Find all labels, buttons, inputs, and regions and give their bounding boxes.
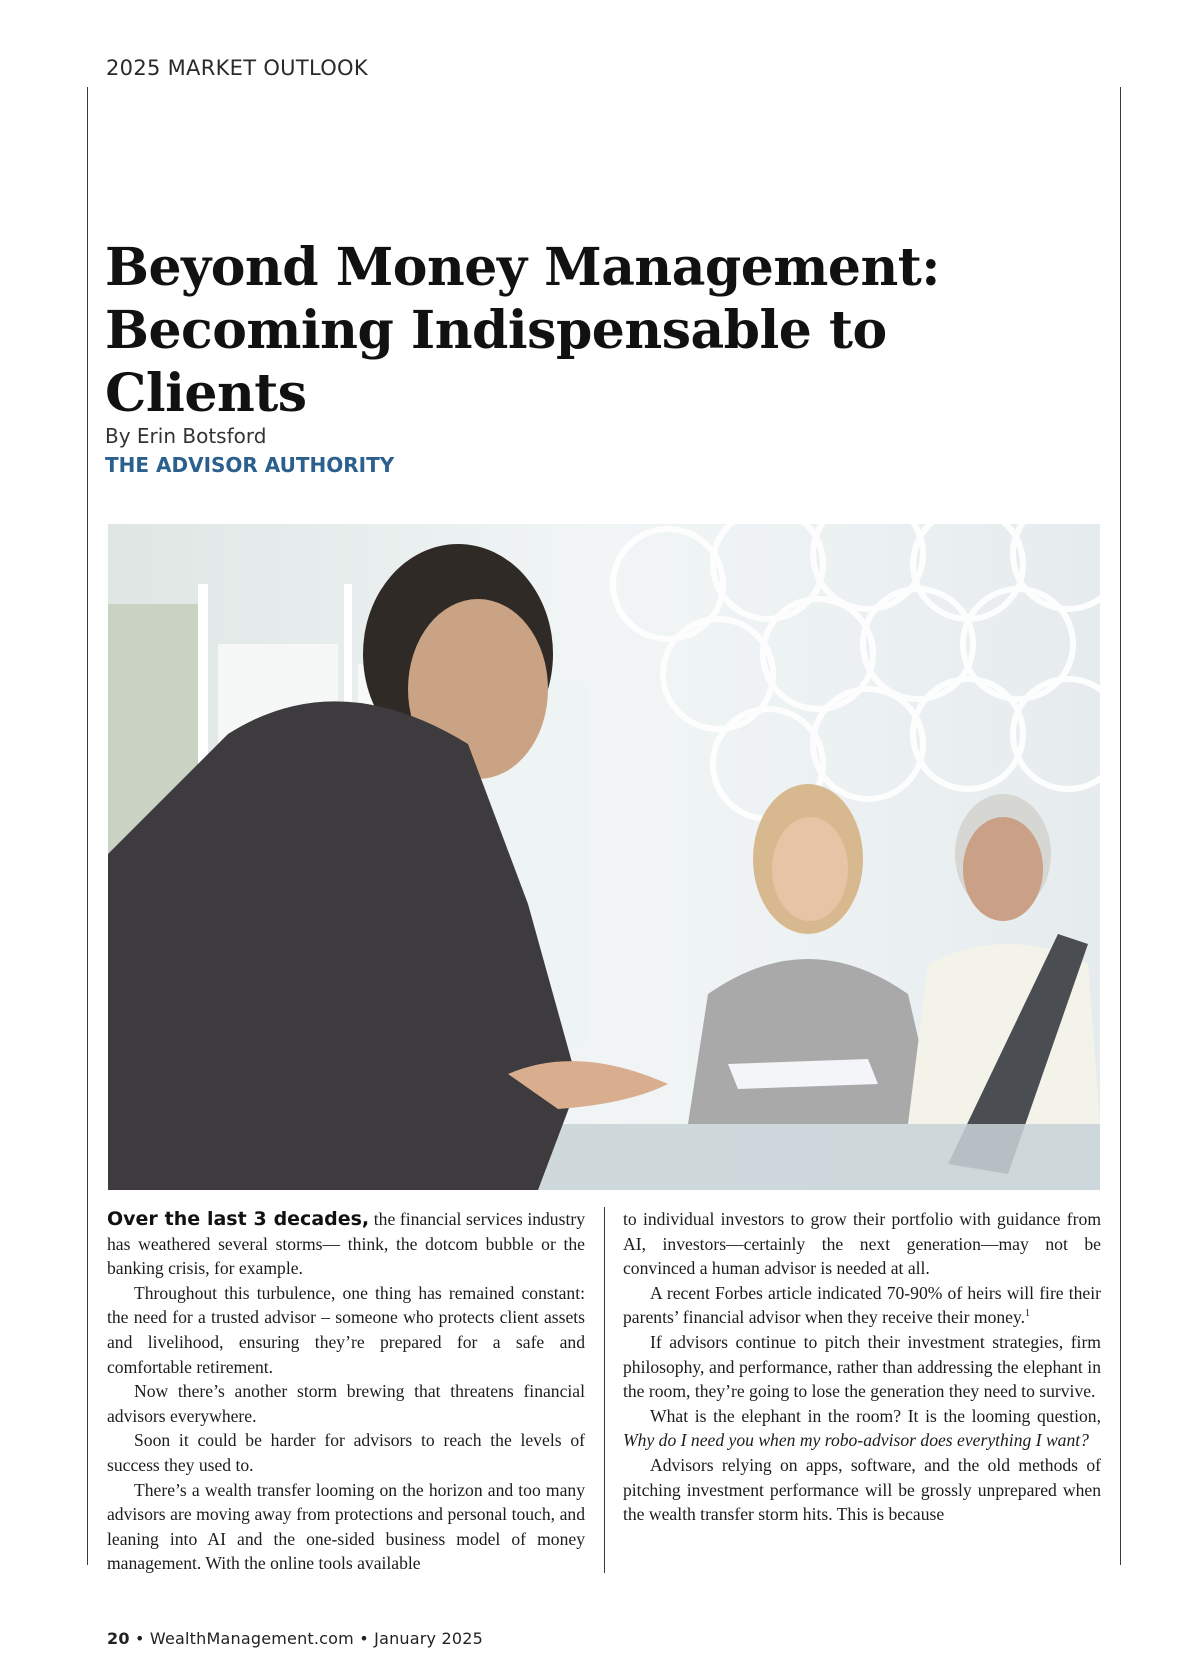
paragraph-10: Advisors relying on apps, software, and the old methods of pitching investment performance will be grossly unprepared when the wealth transfer storm hits. This is because: [623, 1454, 1101, 1525]
paragraph-1: [107, 1207, 585, 1281]
paragraph-8: If advisors continue to pitch their investment strategies, firm philosophy, and performance, rather than addressing the elephant in the room, they’re going to lose the generation they need to survive.: [623, 1331, 1101, 1402]
lead-in: Over the last 3 decades,: [107, 1208, 370, 1230]
footnote-marker: 1: [1025, 1308, 1031, 1320]
paragraph-7-text: A recent Forbes article indicated 70-90% of heirs will fire their parents’ financial advisor when they receive their money.: [623, 1282, 1101, 1328]
paragraph-3: Now there’s another storm brewing that threatens financial advisors everywhere.: [107, 1381, 585, 1426]
left-margin-rule: [87, 87, 88, 1565]
footer-site: WealthManagement.com: [149, 1629, 354, 1648]
paragraph-9-question: Why do I need you when my robo-advisor does everything I want?: [623, 1430, 1089, 1451]
paragraph-7: [623, 1281, 1101, 1330]
paragraph-9: [623, 1404, 1101, 1453]
footer-separator-1: •: [129, 1629, 150, 1648]
footer-separator-2: •: [353, 1629, 375, 1648]
article-photo: [108, 524, 1100, 1190]
paragraph-6: to individual investors to grow their portfolio with guidance from AI, investors—certainly the next generation—may not be convinced a human advisor is needed at all.: [623, 1209, 1101, 1279]
paragraph-9-text: What is the elephant in the room? It is the looming question,: [650, 1405, 1101, 1426]
paragraph-4: Soon it could be harder for advisors to reach the levels of success they used to.: [107, 1430, 585, 1475]
headline-line-2: Becoming Indispensable to Clients: [105, 300, 887, 424]
author-organization: THE ADVISOR AUTHORITY: [105, 453, 395, 477]
column-gutter-rule: [604, 1207, 605, 1573]
article-column-1: [107, 1207, 585, 1576]
page-footer: [107, 1629, 483, 1648]
headline-line-1: Beyond Money Management:: [105, 237, 940, 298]
page-number: 20: [107, 1629, 130, 1648]
paragraph-5: There’s a wealth transfer looming on the horizon and too many advisors are moving away from protections and personal touch, and leaning into AI and the one-sided business model of money management. With the online tools available: [107, 1479, 585, 1574]
paragraph-1-text: the financial services industry has weathered several storms— think, the dotcom bubble or the banking crisis, for example.: [107, 1209, 585, 1279]
footer-date: January 2025: [374, 1629, 484, 1648]
section-label: 2025 MARKET OUTLOOK: [106, 56, 368, 80]
advisor-meeting-illustration: [108, 524, 1100, 1190]
right-margin-rule: [1120, 87, 1121, 1565]
author-byline: By Erin Botsford: [105, 424, 267, 448]
article-column-2: [623, 1207, 1101, 1527]
paragraph-2: Throughout this turbulence, one thing has remained constant: the need for a trusted advisor – someone who protects client assets and livelihood, ensuring they’re prepared for a safe and comfortable retirement.: [107, 1282, 585, 1377]
article-headline: [105, 236, 1105, 425]
